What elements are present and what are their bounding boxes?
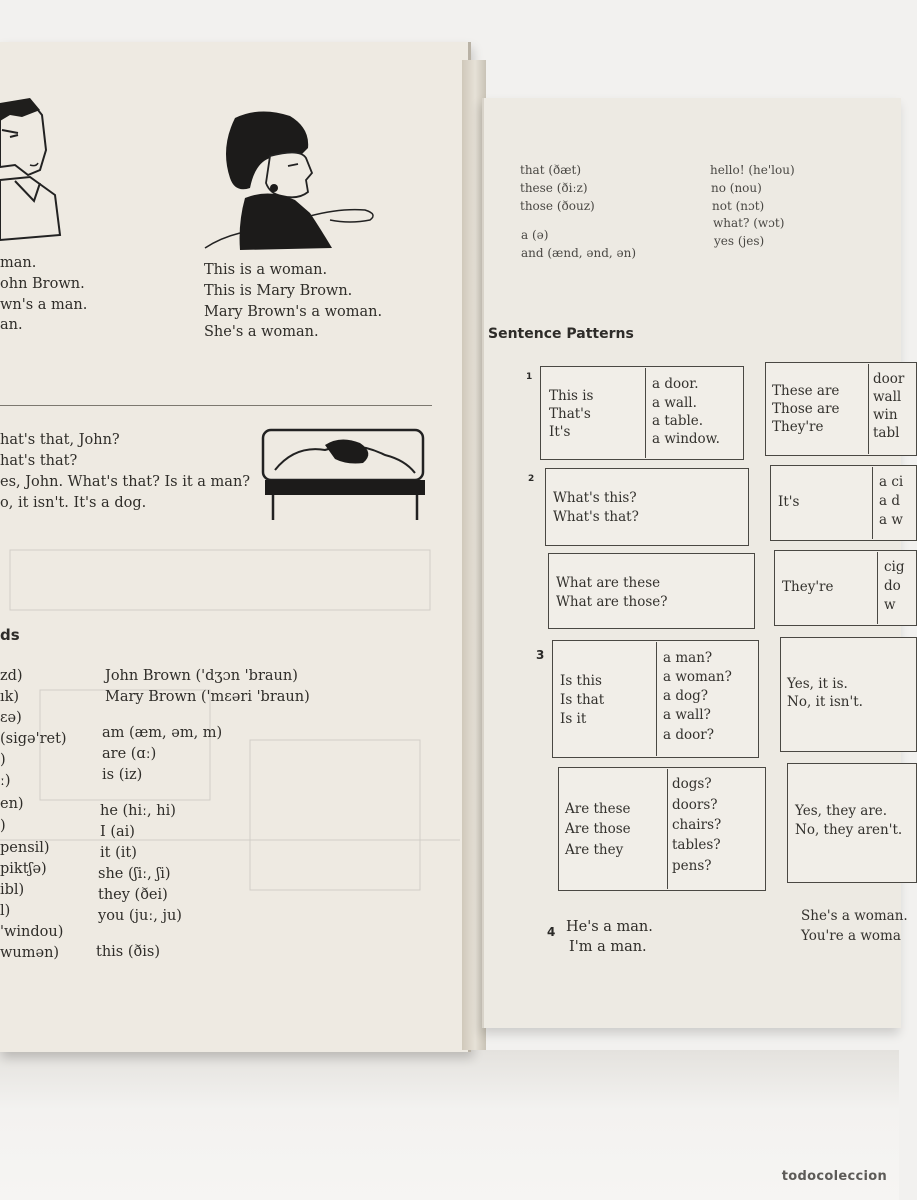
word-col1-10: ibl) [0,882,25,898]
p3-answer-0: Yes, it is. [787,676,848,692]
p4-right-0: She's a woman. [801,908,908,924]
word-col1-0: zd) [0,668,23,684]
words-heading: ds [0,626,20,644]
p1b-right-0: door [873,371,905,387]
p3b-right-0: dogs? [672,776,712,792]
p1b-right-2: win [873,407,898,423]
word-col1-8: pensil) [0,840,50,856]
p3b-answer-1: No, they aren't. [795,822,903,838]
bleed-through [0,540,460,1020]
word-col2-3: are (ɑː) [102,746,157,762]
word-col1-9: piktʃə) [0,861,47,877]
word-col1-13: wumən) [0,945,60,961]
word-col2-5: he (hiː, hi) [100,803,176,819]
word-col1-2: ɛə) [0,710,22,726]
p2-a2-right-2: w [884,597,896,613]
p2-q1-1: What's that? [553,509,639,525]
woman-caption-4: She's a woman. [204,324,319,340]
p3b-right-1: doors? [672,797,718,813]
man-caption-4: an. [0,317,23,333]
vocab-col1-1: these (ðiːz) [520,181,588,195]
p3-right-1: a woman? [663,669,732,685]
word-col2-11: this (ðis) [96,944,160,960]
p2-a2-left: They're [782,579,834,595]
p1-left-2: It's [549,424,571,440]
pattern-2b-question-box [548,553,755,629]
p3b-left-1: Are those [565,821,631,837]
man-caption-2: ohn Brown. [0,276,85,292]
vocab-col1-0: that (ðæt) [520,163,582,177]
vocab-col1-4: and (ænd, ənd, ən) [521,246,637,260]
pattern-1-divider [645,368,646,458]
vocab-col2-0: hello! (he'lou) [710,163,795,177]
man-caption-3: wn's a man. [0,297,88,313]
p2-a2-right-0: cig [884,559,905,575]
pattern-2b-answer-divider [877,552,878,624]
word-col2-2: am (æm, əm, m) [102,725,223,741]
section-divider [0,405,432,406]
p3b-left-0: Are these [565,801,631,817]
vocab-col2-3: what? (wɔt) [713,216,785,230]
p1b-left-2: They're [772,419,824,435]
p1-right-1: a wall. [652,395,697,411]
word-col1-7: ) [0,818,6,834]
dialogue-line-2: hat's that? [0,453,78,469]
p1-right-0: a door. [652,376,699,392]
p3-right-2: a dog? [663,688,708,704]
pattern-3-number: 3 [536,648,545,662]
table-surface [0,1050,899,1200]
man-illustration [0,95,70,245]
p2-a1-right-2: a w [879,512,903,528]
man-caption-1: man. [0,255,37,271]
p1b-right-1: wall [873,389,902,405]
p2-q1-0: What's this? [553,490,637,506]
pattern-2-answer-divider [872,467,873,539]
vocab-col2-4: yes (jes) [714,234,765,248]
bed-illustration [255,425,435,525]
p3b-right-3: tables? [672,837,721,853]
p3-answer-1: No, it isn't. [787,694,863,710]
vocab-col2-2: not (nɔt) [712,199,765,213]
word-col1-11: l) [0,903,11,919]
pattern-3-divider [656,642,657,756]
word-col1-1: ık) [0,689,20,705]
woman-illustration [200,108,385,258]
p1-left-1: That's [549,406,591,422]
word-col1-3: (sigə'ret) [0,731,67,747]
word-col1-6: en) [0,796,24,812]
p1-left-0: This is [549,388,594,404]
pattern-2-question-box [545,468,749,546]
p1-right-2: a table. [652,413,704,429]
p2-q2-1: What are those? [556,594,668,610]
word-col1-12: 'windou) [0,924,64,940]
p3b-right-2: chairs? [672,817,722,833]
word-col1-5: ː) [0,773,11,789]
pattern-3b-divider [667,769,668,889]
p2-a1-right-0: a ci [879,474,904,490]
p1b-left-0: These are [772,383,840,399]
p1-right-3: a window. [652,431,720,447]
dialogue-line-1: hat's that, John? [0,432,120,448]
p3b-left-2: Are they [565,842,624,858]
word-col2-8: she (ʃiː, ʃi) [98,866,171,882]
p1b-left-1: Those are [772,401,840,417]
word-col2-10: you (juː, ju) [98,908,182,924]
word-col2-4: is (iz) [102,767,143,783]
woman-caption-2: This is Mary Brown. [204,283,353,299]
word-col2-1: Mary Brown ('mɛəri 'braun) [105,689,310,705]
p3-left-1: Is that [560,692,605,708]
p3-left-2: Is it [560,711,587,727]
pattern-1-number: 1 [526,372,533,382]
p3-right-4: a door? [663,727,714,743]
p3-right-3: a wall? [663,707,711,723]
dialogue-line-3: es, John. What's that? Is it a man? [0,474,251,490]
p3-right-0: a man? [663,650,713,666]
p3-left-0: Is this [560,673,602,689]
p1b-right-3: tabl [873,425,900,441]
p2-a1-right-1: a d [879,493,900,509]
p4-right-1: You're a woma [801,928,901,944]
woman-caption-3: Mary Brown's a woman. [204,304,383,320]
p2-a2-right-1: do [884,578,901,594]
p2-a1-left: It's [778,494,800,510]
p2-q2-0: What are these [556,575,661,591]
word-col2-0: John Brown ('dʒɔn 'braun) [105,668,298,684]
dialogue-line-4: o, it isn't. It's a dog. [0,495,147,511]
word-col2-6: I (ai) [100,824,135,840]
pattern-2-number: 2 [528,474,535,484]
word-col2-7: it (it) [100,845,137,861]
vocab-col1-2: those (ðouz) [520,199,595,213]
pattern-4-number: 4 [547,925,556,939]
watermark-logo: todocoleccion [781,1169,887,1184]
p3b-right-4: pens? [672,858,712,874]
pattern-1b-divider [868,364,869,454]
word-col1-4: ) [0,752,6,768]
p3b-answer-0: Yes, they are. [795,803,888,819]
word-col2-9: they (ðei) [98,887,168,903]
vocab-col2-1: no (nou) [711,181,762,195]
vocab-col1-3: a (ə) [521,228,549,242]
p4-left-0: He's a man. [566,919,653,935]
sentence-patterns-heading: Sentence Patterns [488,326,634,342]
p4-left-1: I'm a man. [569,939,647,955]
woman-caption-1: This is a woman. [204,262,328,278]
